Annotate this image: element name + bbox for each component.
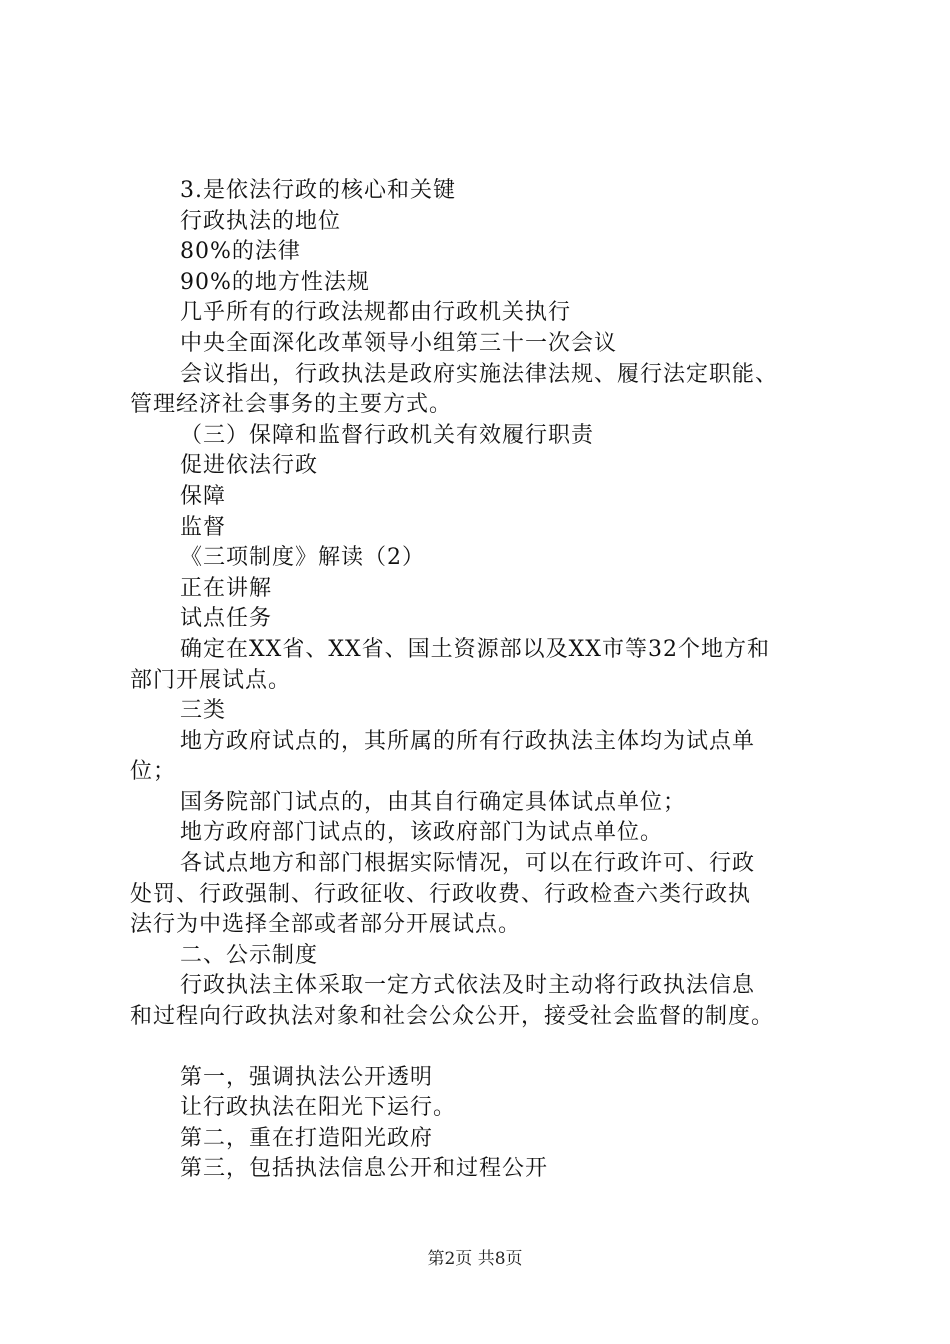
- text-line: 法行为中选择全部或者部分开展试点。: [130, 912, 522, 938]
- text-line: 90%的地方性法规: [180, 269, 370, 295]
- text-line: 保障: [180, 483, 227, 509]
- text-line: 试点任务: [180, 606, 273, 632]
- text-line: 会议指出，行政执法是政府实施法律法规、履行法定职能、: [180, 361, 779, 387]
- text-line: 监督: [180, 514, 227, 540]
- text-line: 第二，重在打造阳光政府: [180, 1125, 434, 1151]
- text-line: 地方政府试点的，其所属的所有行政执法主体均为试点单: [180, 728, 756, 754]
- text-line: 部门开展试点。: [130, 667, 292, 693]
- text-line: 行政执法的地位: [180, 208, 342, 234]
- text-line: 确定在XX省、XX省、国土资源部以及XX市等32个地方和: [180, 636, 770, 662]
- text-line: 各试点地方和部门根据实际情况，可以在行政许可、行政: [180, 851, 756, 877]
- text-line: 行政执法主体采取一定方式依法及时主动将行政执法信息: [180, 973, 756, 999]
- text-line: （三）保障和监督行政机关有效履行职责: [180, 422, 595, 448]
- text-line: 3.是依法行政的核心和关键: [180, 178, 456, 203]
- text-line: 处罚、行政强制、行政征收、行政收费、行政检查六类行政执: [130, 881, 752, 907]
- text-line: 中央全面深化改革领导小组第三十一次会议: [180, 330, 618, 356]
- text-line: 促进依法行政: [180, 453, 319, 479]
- text-line: 80%的法律: [180, 239, 301, 265]
- text-line: 让行政执法在阳光下运行。: [180, 1095, 457, 1121]
- paragraph-gap: [130, 1033, 850, 1063]
- text-line: 位；: [130, 759, 177, 785]
- text-line: 国务院部门试点的，由其自行确定具体试点单位；: [180, 789, 687, 815]
- text-line: 管理经济社会事务的主要方式。: [130, 392, 453, 418]
- text-line: 第三，包括执法信息公开和过程公开: [180, 1156, 549, 1182]
- text-line: 二、公示制度: [180, 942, 319, 968]
- text-line: 第一，强调执法公开透明: [180, 1064, 434, 1090]
- text-line: 几乎所有的行政法规都由行政机关执行: [180, 300, 572, 326]
- document-body: [130, 176, 850, 1185]
- text-line: 《三项制度》解读（2）: [180, 545, 425, 571]
- page-number-footer: 第2页 共8页: [427, 1249, 523, 1269]
- text-line: 地方政府部门试点的，该政府部门为试点单位。: [180, 820, 664, 846]
- text-line: 三类: [180, 698, 227, 724]
- text-line: 和过程向行政执法对象和社会公众公开，接受社会监督的制度。: [130, 1004, 775, 1030]
- text-line: 正在讲解: [180, 575, 273, 601]
